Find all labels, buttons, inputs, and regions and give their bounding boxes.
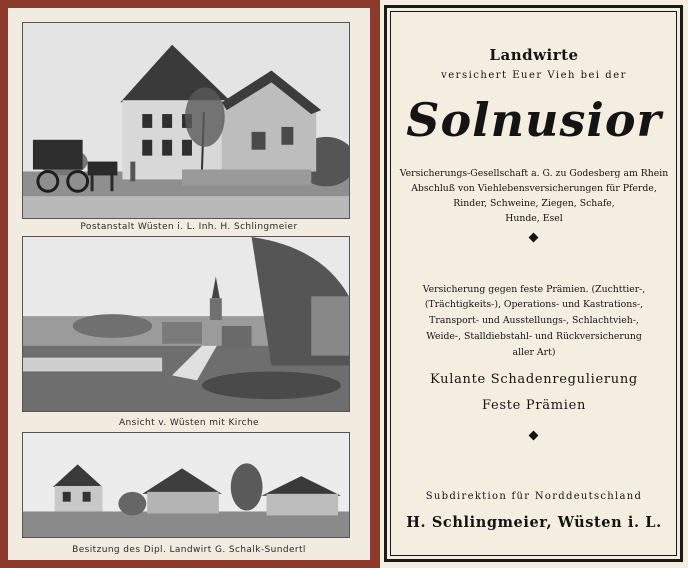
ad-company-line: Hunde, Esel <box>505 213 563 224</box>
ad-company-line: Rinder, Schweine, Ziegen, Schafe, <box>453 198 615 209</box>
ad-company-name: Solnusior <box>406 93 662 147</box>
caption-post-office: Postanstalt Wüsten i. L. Inh. H. Schlingmeier <box>80 222 298 232</box>
photo-post-office <box>22 22 350 219</box>
ad-company-line: Versicherungs-Gesellschaft a. G. zu Godesberg am Rhein <box>399 168 669 179</box>
photo-village-church <box>22 236 350 412</box>
ad-agent-name: H. Schlingmeier, Wüsten i. L. <box>406 514 662 531</box>
ad-insurance-line: aller Art) <box>512 347 556 358</box>
ad-claims-slogan: Kulante Schadenregulierung <box>430 372 638 387</box>
ad-insurance-line: Transport- und Ausstellungs-, Schlachtvieh-, <box>429 315 639 326</box>
ad-insurance-line: (Trächtigkeits-), Operations- und Kastrations-, <box>424 299 644 310</box>
ad-subheading: versichert Euer Vieh bei der <box>441 70 627 81</box>
ad-company-line: Abschluß von Viehlebensversicherungen für Pferde, <box>411 183 657 194</box>
photo-postcard-page <box>8 8 370 560</box>
ad-heading: Landwirte <box>489 46 579 64</box>
photo-farmstead <box>22 432 350 538</box>
ad-subdirektion: Subdirektion für Norddeutschland <box>425 491 643 502</box>
caption-village-church: Ansicht v. Wüsten mit Kirche <box>119 418 259 428</box>
caption-farmstead: Besitzung des Dipl. Landwirt G. Schalk-Sundertl <box>72 545 306 555</box>
ad-insurance-line: Weide-, Stalldiebstahl- und Rückversicherung <box>426 331 642 342</box>
ad-premiums-slogan: Feste Prämien <box>481 398 587 413</box>
advertisement-page <box>380 0 688 568</box>
ad-insurance-line: Versicherung gegen feste Prämien. (Zuchttier-, <box>422 284 646 295</box>
